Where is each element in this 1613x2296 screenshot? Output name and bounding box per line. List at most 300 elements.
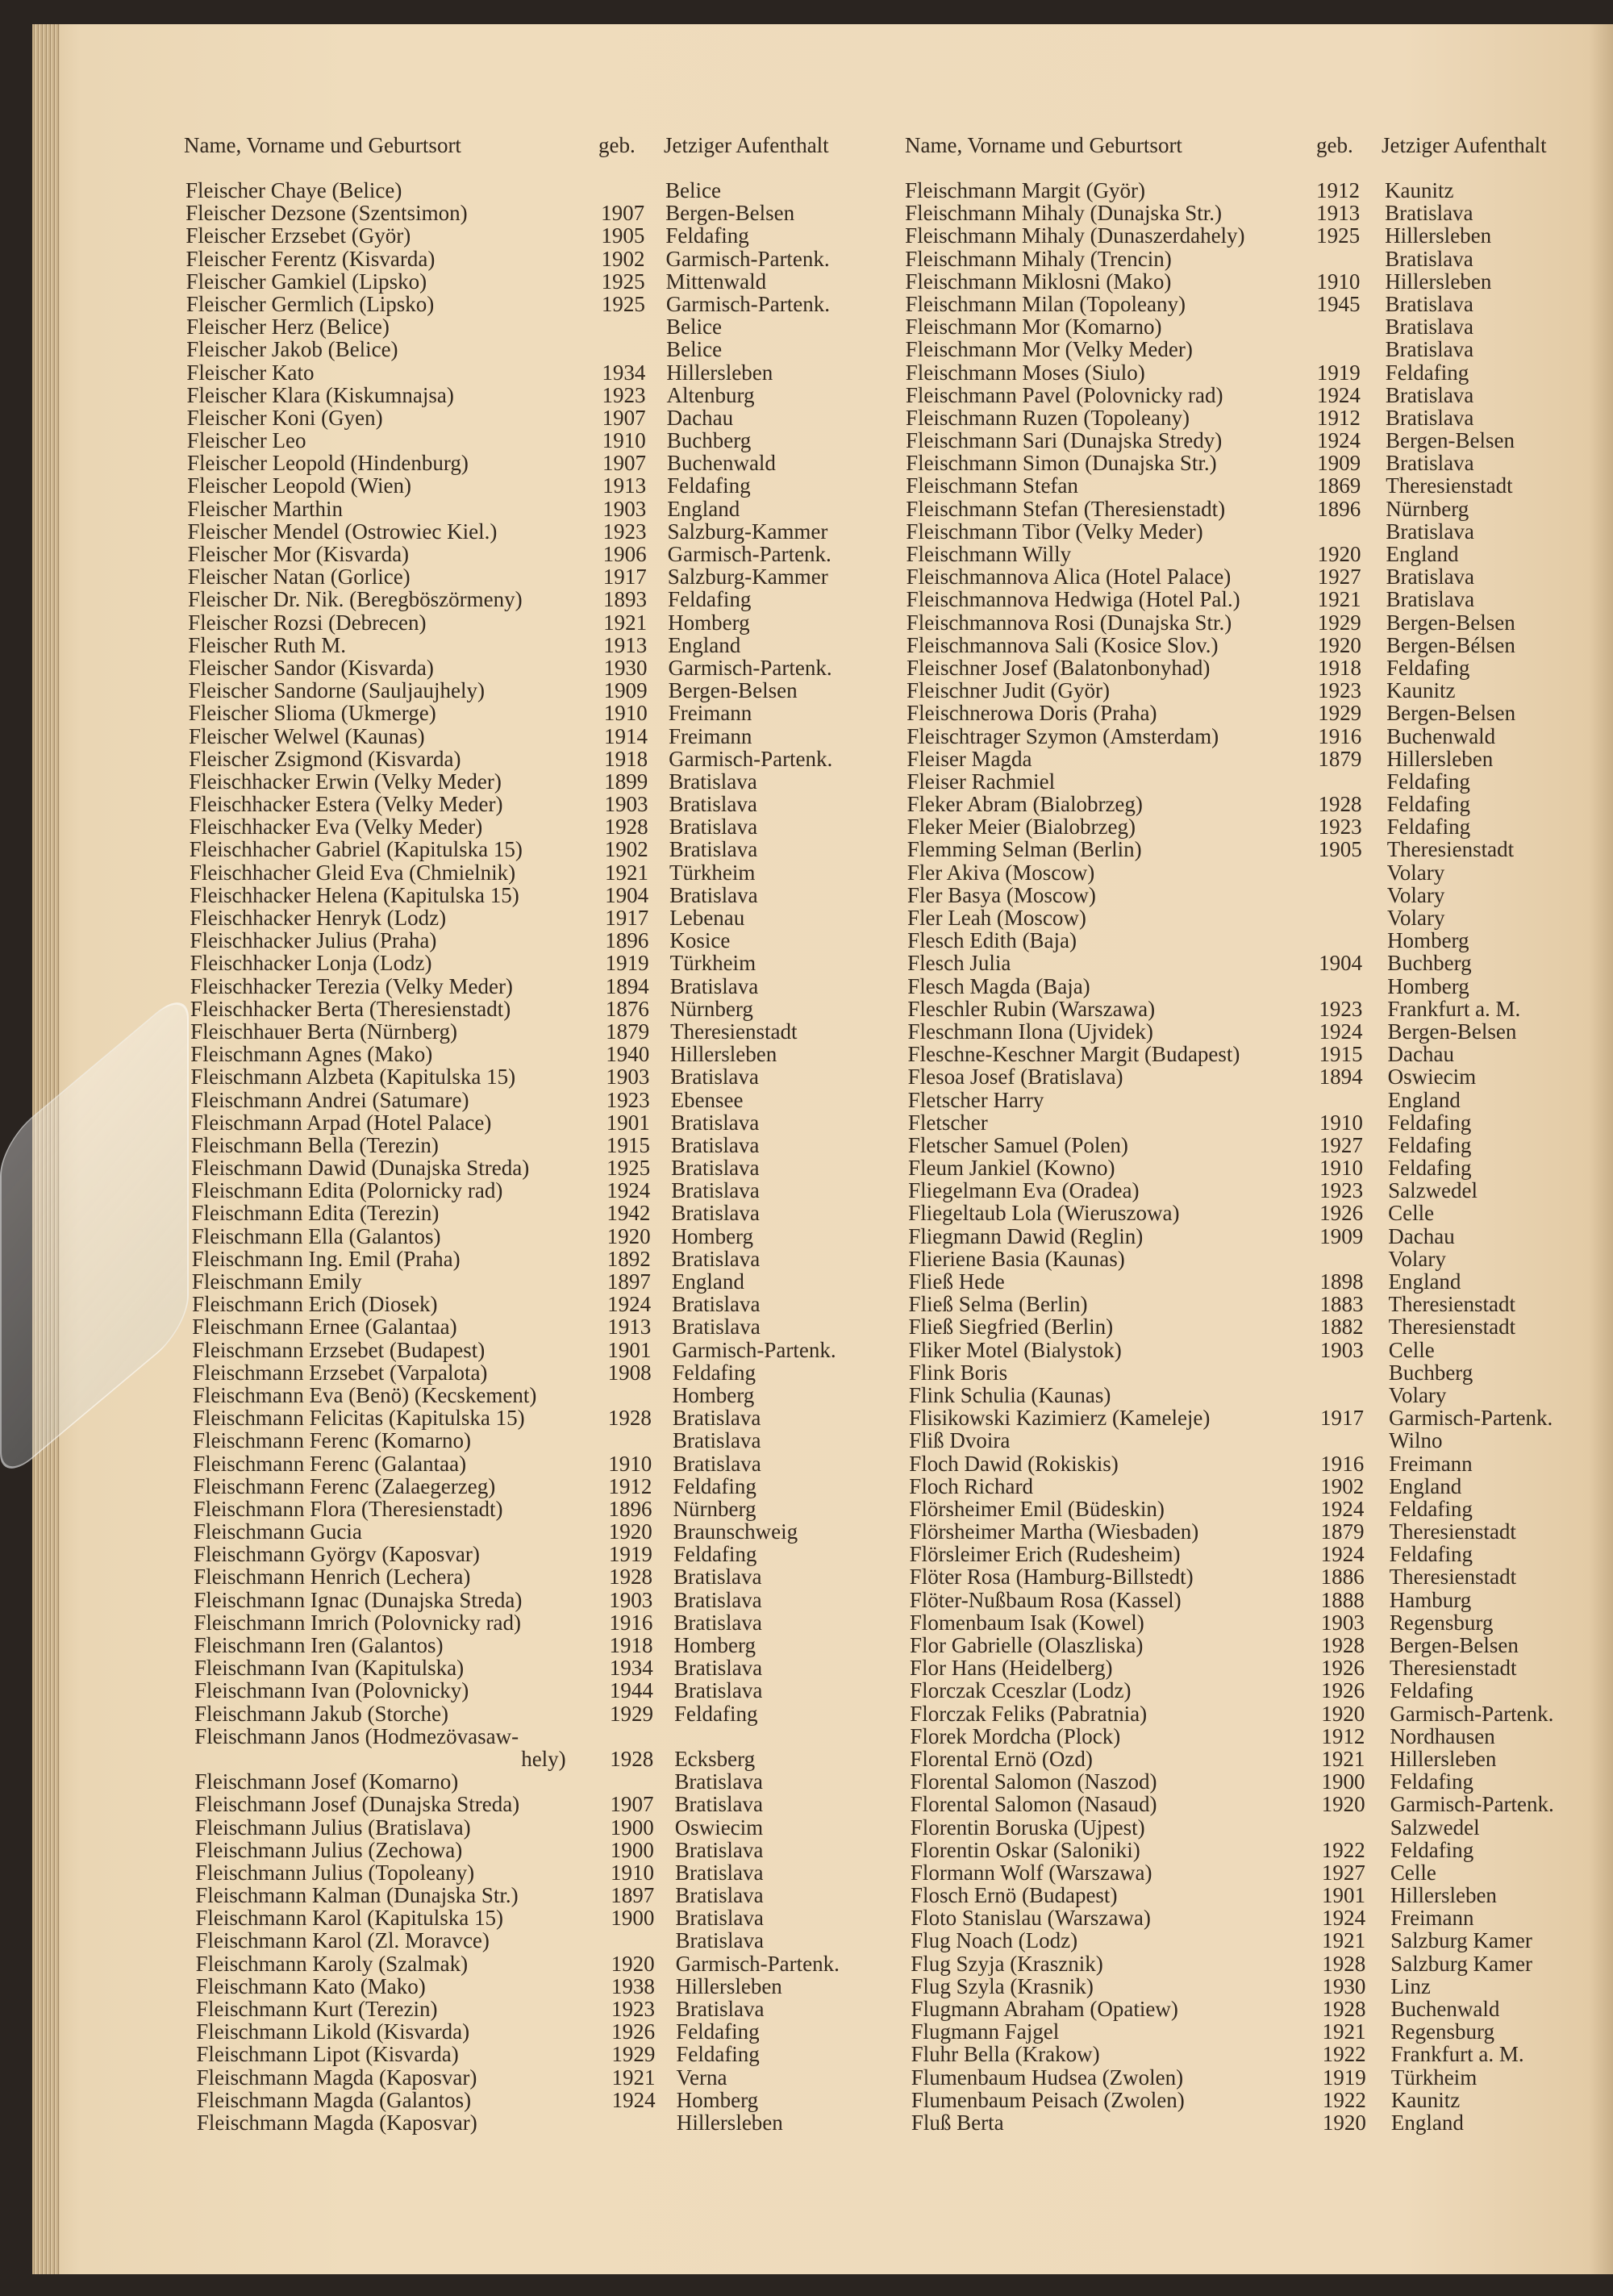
entry-name: Fleischer Gamkiel (Lipsko) bbox=[185, 269, 427, 294]
entry-residence: Garmisch-Partenk. bbox=[672, 1337, 836, 1362]
entry-residence: Hillersleben bbox=[1386, 746, 1494, 771]
entry-residence: Bratislava bbox=[675, 1860, 764, 1885]
entry-name: Fleischer Zsigmond (Kisvarda) bbox=[189, 746, 461, 771]
entry-birth-year: 1921 bbox=[603, 610, 648, 635]
table-row bbox=[0, 1339, 1613, 1361]
entry-residence: Belice bbox=[665, 315, 722, 340]
entry-residence: Bratislava bbox=[671, 1201, 760, 1226]
entry-name: Fleischmann Karoly (Szalmak) bbox=[195, 1951, 469, 1976]
entry-residence: Bratislava bbox=[1385, 201, 1473, 226]
entry-name-continuation: hely) bbox=[521, 1746, 566, 1771]
entry-residence: Belice bbox=[666, 337, 723, 362]
table-row bbox=[0, 1089, 1613, 1111]
entry-name: Fleischmann Gucia bbox=[193, 1519, 362, 1544]
entry-residence: Volary bbox=[1388, 1382, 1447, 1407]
entry-name: Fluhr Bella (Krakow) bbox=[911, 2042, 1100, 2067]
entry-name: Fleischmann Mor (Velky Meder) bbox=[905, 337, 1193, 362]
table-row bbox=[0, 1225, 1613, 1248]
entry-residence: Homberg bbox=[673, 1633, 756, 1657]
entry-residence: Bratislava bbox=[670, 1065, 759, 1090]
entry-residence: Kaunitz bbox=[1386, 678, 1456, 703]
table-row bbox=[0, 929, 1613, 952]
entry-birth-year: 1901 bbox=[607, 1337, 652, 1362]
entry-residence: Bratislava bbox=[672, 1406, 761, 1431]
entry-residence: Garmisch-Partenk. bbox=[667, 542, 832, 566]
entry-residence: Bratislava bbox=[1385, 337, 1474, 362]
entry-residence: Buchberg bbox=[1388, 1360, 1473, 1385]
entry-name: Fleischmann Karol (Kapitulska 15) bbox=[195, 1906, 504, 1931]
table-row bbox=[0, 1839, 1613, 1861]
table-row bbox=[0, 2043, 1613, 2065]
entry-residence: Homberg bbox=[672, 1382, 755, 1407]
entry-residence: Oswiecim bbox=[1387, 1065, 1477, 1090]
entry-name: Fleischmann Györgv (Kaposvar) bbox=[193, 1542, 480, 1567]
entry-birth-year: 1921 bbox=[1321, 1746, 1365, 1771]
entry-birth-year: 1910 bbox=[608, 1451, 652, 1476]
entry-residence: Hillersleben bbox=[675, 1973, 782, 1998]
entry-birth-year: 1883 bbox=[1319, 1292, 1364, 1317]
entry-residence: Feldafing bbox=[667, 473, 751, 498]
entry-name: Fleischmann Ruzen (Topoleany) bbox=[905, 405, 1190, 430]
entry-name: Fleischer Ferentz (Kisvarda) bbox=[185, 246, 436, 271]
header-year-left: geb. bbox=[598, 133, 636, 157]
entry-birth-year: 1923 bbox=[602, 519, 647, 544]
table-row bbox=[0, 634, 1613, 656]
entry-name: Fliker Motel (Bialystok) bbox=[908, 1337, 1122, 1362]
entry-name: Fleischhacker Terezia (Velky Meder) bbox=[190, 973, 513, 998]
entry-name: Fluß Berta bbox=[911, 2110, 1004, 2135]
entry-name: Fleischmann Magda (Kaposvar) bbox=[196, 2065, 477, 2090]
entry-residence: Feldafing bbox=[665, 223, 749, 248]
entry-residence: Feldafing bbox=[1385, 360, 1469, 385]
entry-birth-year: 1910 bbox=[603, 701, 648, 726]
table-row bbox=[0, 1406, 1613, 1429]
entry-name: Fleischmann Stefan bbox=[906, 473, 1078, 498]
table-row bbox=[0, 2089, 1613, 2111]
entry-residence: Salzwedel bbox=[1390, 1815, 1480, 1840]
entry-birth-year: 1922 bbox=[1322, 2087, 1366, 2112]
entry-residence: England bbox=[668, 632, 741, 657]
entry-residence: Dachau bbox=[666, 405, 734, 430]
entry-residence: Garmisch-Partenk. bbox=[1390, 1792, 1554, 1817]
entry-residence: Homberg bbox=[671, 1223, 754, 1248]
entry-birth-year: 1913 bbox=[1316, 201, 1361, 226]
entry-residence: Buchberg bbox=[1387, 951, 1472, 976]
entry-residence: England bbox=[1388, 1269, 1461, 1294]
entry-birth-year: 1924 bbox=[1320, 1496, 1365, 1521]
entry-residence: Bratislava bbox=[674, 1769, 763, 1794]
entry-residence: Bratislava bbox=[1386, 451, 1474, 476]
entry-name: Flesch Edith (Baja) bbox=[907, 928, 1077, 953]
entry-birth-year: 1929 bbox=[1318, 701, 1362, 726]
entry-residence: Theresienstadt bbox=[1388, 1315, 1516, 1340]
entry-birth-year: 1919 bbox=[605, 951, 649, 976]
table-row bbox=[0, 1361, 1613, 1384]
entry-residence: Dachau bbox=[1387, 1042, 1454, 1067]
entry-name: Fleischmann Emily bbox=[191, 1269, 362, 1294]
entry-name: Fließ Hede bbox=[908, 1269, 1005, 1294]
entry-birth-year: 1924 bbox=[1322, 1906, 1366, 1931]
table-row bbox=[0, 384, 1613, 406]
entry-birth-year: 1928 bbox=[604, 815, 648, 840]
entry-birth-year: 1899 bbox=[604, 769, 648, 794]
header-place-right: Jetziger Aufenthalt bbox=[1382, 133, 1547, 157]
entry-name: Fleschmann Ilona (Ujvidek) bbox=[907, 1019, 1153, 1044]
entry-residence: Volary bbox=[1388, 1246, 1446, 1271]
entry-name: Fleischer Dr. Nik. (Beregböszörmeny) bbox=[187, 587, 523, 612]
entry-residence: Feldafing bbox=[673, 1473, 756, 1498]
entry-residence: Feldafing bbox=[673, 1542, 757, 1567]
entry-birth-year: 1916 bbox=[1318, 723, 1362, 748]
entry-residence: Mittenwald bbox=[665, 269, 767, 294]
table-row bbox=[0, 248, 1613, 270]
entry-residence: Feldafing bbox=[1386, 769, 1470, 794]
entry-birth-year: 1896 bbox=[608, 1496, 652, 1521]
entry-name: Fleischmann Ernee (Galantaa) bbox=[192, 1315, 457, 1340]
table-row bbox=[0, 1998, 1613, 2020]
entry-name: Fleischer Sandorne (Sauljaujhely) bbox=[188, 678, 486, 703]
entry-birth-year: 1930 bbox=[1322, 1973, 1366, 1998]
entry-birth-year: 1923 bbox=[1318, 678, 1362, 703]
entry-birth-year: 1921 bbox=[1317, 587, 1361, 612]
entry-birth-year: 1921 bbox=[604, 860, 648, 885]
entry-birth-year: 1923 bbox=[1319, 996, 1363, 1021]
entry-residence: Bratislava bbox=[1386, 587, 1475, 612]
entry-name: Floto Stanislau (Warszawa) bbox=[911, 1906, 1151, 1931]
entry-name: Fleischmann Erich (Diosek) bbox=[192, 1292, 438, 1317]
entry-birth-year: 1925 bbox=[1316, 223, 1361, 248]
entry-name: Florek Mordcha (Plock) bbox=[910, 1723, 1121, 1748]
table-row bbox=[0, 770, 1613, 793]
entry-name: Fleischmann Felicitas (Kapitulska 15) bbox=[192, 1406, 525, 1431]
entry-name: Fleischhacker Estera (Velky Meder) bbox=[189, 792, 503, 817]
entry-birth-year: 1930 bbox=[603, 655, 648, 680]
entry-residence: Frankfurt a. M. bbox=[1387, 996, 1521, 1021]
entry-name: Fleischmann Likold (Kisvarda) bbox=[196, 2019, 470, 2044]
entry-residence: Bratislava bbox=[670, 1110, 760, 1135]
entry-birth-year: 1924 bbox=[611, 2087, 656, 2112]
entry-name: Fleker Meier (Bialobrzeg) bbox=[907, 815, 1136, 840]
entry-residence: Bratislava bbox=[673, 1451, 761, 1476]
table-row bbox=[0, 975, 1613, 998]
entry-name: Fleischnerowa Doris (Praha) bbox=[907, 701, 1157, 726]
entry-name: Fleischer Kato bbox=[186, 360, 315, 385]
entry-birth-year: 1918 bbox=[604, 746, 648, 771]
entry-residence: Regensburg bbox=[1390, 2019, 1495, 2044]
entry-name: Flörsheimer Emil (Büdeskin) bbox=[909, 1496, 1165, 1521]
table-row bbox=[0, 179, 1613, 202]
entry-name: Fliß Dvoira bbox=[909, 1428, 1011, 1453]
entry-name: Flesch Julia bbox=[907, 951, 1011, 976]
entry-birth-year: 1886 bbox=[1320, 1565, 1365, 1590]
table-row bbox=[0, 1179, 1613, 1202]
entry-residence: Theresienstadt bbox=[1390, 1656, 1517, 1681]
entry-residence: Salzwedel bbox=[1388, 1178, 1478, 1203]
entry-residence: Volary bbox=[1386, 906, 1445, 930]
entry-name: Fleischhacker Lonja (Lodz) bbox=[190, 951, 432, 976]
entry-birth-year: 1928 bbox=[609, 1565, 653, 1590]
entry-residence: Volary bbox=[1386, 860, 1445, 885]
entry-name: Fließ Selma (Berlin) bbox=[908, 1292, 1088, 1317]
entry-residence: Bratislava bbox=[669, 973, 759, 998]
entry-birth-year: 1902 bbox=[1320, 1473, 1365, 1498]
entry-name: Flomenbaum Isak (Kowel) bbox=[909, 1610, 1144, 1635]
table-row bbox=[0, 224, 1613, 247]
entry-name: Fleschler Rubin (Warszawa) bbox=[907, 996, 1156, 1021]
table-row bbox=[0, 1543, 1613, 1565]
entry-name: Fleischmann Jakub (Storche) bbox=[194, 1701, 448, 1726]
table-row bbox=[0, 1611, 1613, 1634]
table-row bbox=[0, 838, 1613, 860]
entry-residence: Volary bbox=[1386, 882, 1445, 907]
entry-birth-year: 1923 bbox=[602, 382, 646, 407]
entry-name: Flesoa Josef (Bratislava) bbox=[907, 1065, 1123, 1090]
table-row bbox=[0, 861, 1613, 884]
entry-name: Fleischer Mor (Kisvarda) bbox=[187, 542, 410, 566]
table-row bbox=[0, 1656, 1613, 1679]
entry-birth-year: 1902 bbox=[601, 246, 645, 271]
entry-name: Fleischmannova Sali (Kosice Slov.) bbox=[906, 632, 1219, 657]
entry-birth-year: 1924 bbox=[607, 1292, 652, 1317]
entry-birth-year: 1922 bbox=[1321, 1837, 1365, 1862]
table-row bbox=[0, 452, 1613, 474]
entry-name: Fleischmann Pavel (Polovnicky rad) bbox=[905, 382, 1223, 407]
entry-birth-year: 1876 bbox=[605, 996, 649, 1021]
entry-residence: Altenburg bbox=[666, 382, 755, 407]
entry-residence: Bergen-Bélsen bbox=[1386, 632, 1515, 657]
entry-residence: Homberg bbox=[1387, 928, 1469, 953]
entry-birth-year: 1938 bbox=[611, 1973, 655, 1998]
table-row bbox=[0, 361, 1613, 384]
entry-birth-year: 1914 bbox=[603, 723, 648, 748]
table-row bbox=[0, 1906, 1613, 1929]
table-row bbox=[0, 1293, 1613, 1315]
table-row bbox=[0, 406, 1613, 429]
entry-residence: Bratislava bbox=[673, 1678, 763, 1703]
entry-residence: Feldafing bbox=[1389, 1542, 1473, 1567]
entry-name: Fleischmann Julius (Bratislava) bbox=[194, 1815, 471, 1840]
entry-birth-year: 1921 bbox=[1322, 1928, 1366, 1953]
entry-name: Fleischmann Dawid (Dunajska Streda) bbox=[191, 1156, 530, 1181]
entry-birth-year: 1920 bbox=[608, 1519, 652, 1544]
entry-name: Fler Akiva (Moscow) bbox=[907, 860, 1095, 885]
entry-name: Fleischmann Mor (Komarno) bbox=[905, 315, 1162, 340]
entry-name: Fleischmann Karol (Zl. Moravce) bbox=[195, 1928, 490, 1953]
header-name-right: Name, Vorname und Geburtsort bbox=[905, 133, 1182, 157]
entry-name: Fleischmannova Hedwiga (Hotel Pal.) bbox=[906, 587, 1240, 612]
entry-name: Flink Boris bbox=[908, 1360, 1008, 1385]
entry-birth-year: 1900 bbox=[610, 1815, 654, 1840]
entry-residence: Braunschweig bbox=[673, 1519, 798, 1544]
entry-name: Fleischmann Henrich (Lechera) bbox=[194, 1565, 471, 1590]
entry-residence: Bratislava bbox=[670, 1132, 760, 1157]
entry-residence: Ecksberg bbox=[674, 1746, 756, 1771]
entry-name: Fleischer Chaye (Belice) bbox=[185, 178, 402, 202]
table-row bbox=[0, 1248, 1613, 1270]
entry-birth-year: 1905 bbox=[1318, 837, 1362, 862]
entry-name: Fliegmann Dawid (Reglin) bbox=[908, 1223, 1144, 1248]
entry-residence: Linz bbox=[1390, 1973, 1431, 1998]
entry-birth-year: 1910 bbox=[1319, 1156, 1363, 1181]
entry-birth-year: 1916 bbox=[1320, 1451, 1365, 1476]
table-row bbox=[0, 429, 1613, 452]
entry-name: Fleum Jankiel (Kowno) bbox=[908, 1156, 1115, 1181]
entry-residence: Bratislava bbox=[1385, 291, 1473, 316]
entry-residence: Salzburg-Kammer bbox=[667, 565, 828, 590]
table-row bbox=[0, 725, 1613, 748]
entry-residence: Bratislava bbox=[669, 815, 758, 840]
table-row bbox=[0, 1975, 1613, 1998]
table-row bbox=[0, 520, 1613, 543]
entry-name: Fleischer Dezsone (Szentsimon) bbox=[185, 201, 468, 226]
table-row bbox=[0, 1020, 1613, 1043]
entry-residence: Buchenwald bbox=[1390, 1997, 1500, 2021]
table-row bbox=[0, 884, 1613, 906]
entry-birth-year: 1928 bbox=[1322, 1997, 1366, 2021]
entry-residence: Salzburg Kamer bbox=[1390, 1951, 1532, 1976]
table-row bbox=[0, 565, 1613, 588]
entry-name: Fleischmann Ferenc (Komarno) bbox=[193, 1428, 471, 1453]
entry-birth-year: 1940 bbox=[606, 1042, 650, 1067]
entry-birth-year: 1882 bbox=[1319, 1315, 1364, 1340]
entry-name: Fleischer Herz (Belice) bbox=[185, 315, 390, 340]
entry-residence: Feldafing bbox=[667, 587, 752, 612]
entry-residence: Bratislava bbox=[675, 1883, 764, 1908]
entry-birth-year: 1910 bbox=[1316, 269, 1361, 294]
entry-birth-year: 1905 bbox=[601, 223, 645, 248]
entry-birth-year: 1907 bbox=[610, 1792, 654, 1817]
table-row bbox=[0, 1043, 1613, 1065]
entry-name: Fleiser Rachmiel bbox=[907, 769, 1056, 794]
entry-birth-year: 1894 bbox=[1319, 1065, 1363, 1090]
entry-birth-year: 1910 bbox=[1319, 1110, 1363, 1135]
entry-birth-year: 1901 bbox=[1321, 1883, 1365, 1908]
entry-residence: Kosice bbox=[669, 928, 731, 953]
entry-birth-year: 1900 bbox=[611, 1906, 655, 1931]
entry-residence: England bbox=[1387, 1087, 1461, 1112]
entry-residence: Frankfurt a. M. bbox=[1390, 2042, 1524, 2067]
entry-residence: Feldafing bbox=[676, 2019, 760, 2044]
table-row bbox=[0, 2020, 1613, 2043]
entry-name: Flug Noach (Lodz) bbox=[911, 1928, 1078, 1953]
entry-name: Fleschne-Keschner Margit (Budapest) bbox=[907, 1042, 1240, 1067]
entry-birth-year: 1910 bbox=[602, 428, 646, 453]
entry-birth-year: 1903 bbox=[609, 1587, 653, 1612]
entry-birth-year: 1924 bbox=[1317, 428, 1361, 453]
entry-birth-year: 1915 bbox=[606, 1132, 650, 1157]
entry-residence: Bratislava bbox=[673, 1610, 762, 1635]
entry-residence: Garmisch-Partenk. bbox=[1389, 1406, 1553, 1431]
entry-birth-year: 1934 bbox=[602, 360, 646, 385]
entry-name: Fleischmann Simon (Dunajska Str.) bbox=[906, 451, 1217, 476]
entry-birth-year: 1913 bbox=[603, 632, 648, 657]
header-name-left: Name, Vorname und Geburtsort bbox=[184, 133, 461, 157]
entry-birth-year: 1920 bbox=[611, 1951, 655, 1976]
entry-residence: England bbox=[1386, 542, 1459, 566]
entry-birth-year: 1919 bbox=[1322, 2065, 1366, 2090]
table-row bbox=[0, 1702, 1613, 1725]
table-row bbox=[0, 1202, 1613, 1224]
entry-name: Fleischmann Erzsebet (Varpalota) bbox=[192, 1360, 488, 1385]
entry-name: Fleischmann Iren (Galantos) bbox=[194, 1633, 444, 1657]
entry-residence: Bratislava bbox=[669, 882, 758, 907]
entry-name: Fleischmann Ivan (Polovnicky) bbox=[194, 1678, 469, 1703]
entry-residence: Bratislava bbox=[675, 1928, 764, 1953]
entry-birth-year: 1928 bbox=[1322, 1951, 1366, 1976]
entry-name: Flink Schulia (Kaunas) bbox=[908, 1382, 1111, 1407]
entry-name: Fleischmann Kurt (Terezin) bbox=[196, 1997, 438, 2021]
entry-birth-year: 1923 bbox=[611, 1997, 655, 2021]
entry-name: Fleischmann Julius (Topoleany) bbox=[195, 1860, 475, 1885]
entry-residence: Freimann bbox=[668, 701, 752, 726]
entry-name: Fleischhauer Berta (Nürnberg) bbox=[190, 1019, 457, 1044]
entry-name: Florental Ernö (Ozd) bbox=[910, 1746, 1093, 1771]
entry-birth-year: 1869 bbox=[1317, 473, 1361, 498]
entry-birth-year: 1908 bbox=[607, 1360, 652, 1385]
entry-residence: Theresienstadt bbox=[1388, 1292, 1515, 1317]
table-row bbox=[0, 611, 1613, 634]
entry-birth-year: 1920 bbox=[1317, 542, 1361, 566]
entry-name: Flugmann Fajgel bbox=[911, 2019, 1060, 2044]
entry-residence: Theresienstadt bbox=[1389, 1519, 1516, 1544]
entry-residence: Bratislava bbox=[673, 1565, 762, 1590]
entry-name: Flosch Ernö (Budapest) bbox=[910, 1883, 1118, 1908]
entry-birth-year: 1924 bbox=[1320, 1542, 1365, 1567]
entry-name: Flöter-Nußbaum Rosa (Kassel) bbox=[909, 1587, 1182, 1612]
entry-residence: Salzburg-Kammer bbox=[667, 519, 828, 544]
entry-birth-year: 1896 bbox=[605, 928, 649, 953]
entry-residence: Feldafing bbox=[1387, 1132, 1472, 1157]
entry-name: Fleischmann Arpad (Hotel Palace) bbox=[190, 1110, 492, 1135]
entry-name: Fletscher Harry bbox=[907, 1087, 1044, 1112]
entry-name: Fleischhacker Julius (Praha) bbox=[190, 928, 437, 953]
entry-birth-year: 1926 bbox=[1319, 1201, 1364, 1226]
entry-residence: Garmisch-Partenk. bbox=[665, 246, 830, 271]
table-row bbox=[0, 588, 1613, 610]
entry-residence: Feldafing bbox=[1390, 1678, 1473, 1703]
entry-residence: Buchenwald bbox=[1386, 723, 1496, 748]
entry-residence: Garmisch-Partenk. bbox=[669, 746, 833, 771]
entry-birth-year: 1920 bbox=[1321, 1701, 1365, 1726]
header-place-left: Jetziger Aufenthalt bbox=[664, 133, 829, 157]
table-row bbox=[0, 1634, 1613, 1656]
table-row bbox=[0, 543, 1613, 565]
entry-residence: Hillersleben bbox=[676, 2110, 783, 2135]
entry-name: Florentin Boruska (Ujpest) bbox=[910, 1815, 1145, 1840]
entry-residence: England bbox=[667, 496, 740, 521]
table-row bbox=[0, 656, 1613, 679]
entry-birth-year: 1928 bbox=[1318, 792, 1362, 817]
entry-residence: Bergen-Belsen bbox=[668, 678, 798, 703]
entry-name: Fliegeltaub Lola (Wieruszowa) bbox=[908, 1201, 1180, 1226]
entry-name: Fleischer Mendel (Ostrowiec Kiel.) bbox=[187, 519, 498, 544]
entry-residence: Bergen-Belsen bbox=[1386, 610, 1515, 635]
entry-birth-year: 1907 bbox=[602, 451, 646, 476]
entry-name: Fleischmann Willy bbox=[906, 542, 1072, 566]
entry-birth-year: 1916 bbox=[609, 1610, 653, 1635]
entry-residence: Bratislava bbox=[669, 837, 758, 862]
entry-name: Flor Hans (Heidelberg) bbox=[910, 1656, 1113, 1681]
entry-name: Fleischmann Ignac (Dunajska Streda) bbox=[194, 1587, 523, 1612]
entry-residence: Bratislava bbox=[673, 1656, 763, 1681]
entry-birth-year: 1917 bbox=[602, 565, 647, 590]
entry-birth-year: 1901 bbox=[606, 1110, 650, 1135]
entry-name: Flumenbaum Peisach (Zwolen) bbox=[911, 2087, 1185, 2112]
entry-birth-year: 1921 bbox=[1322, 2019, 1366, 2044]
entry-residence: Bratislava bbox=[674, 1837, 764, 1862]
entry-name: Florczak Feliks (Pabratnia) bbox=[910, 1701, 1148, 1726]
entry-birth-year: 1924 bbox=[606, 1178, 651, 1203]
